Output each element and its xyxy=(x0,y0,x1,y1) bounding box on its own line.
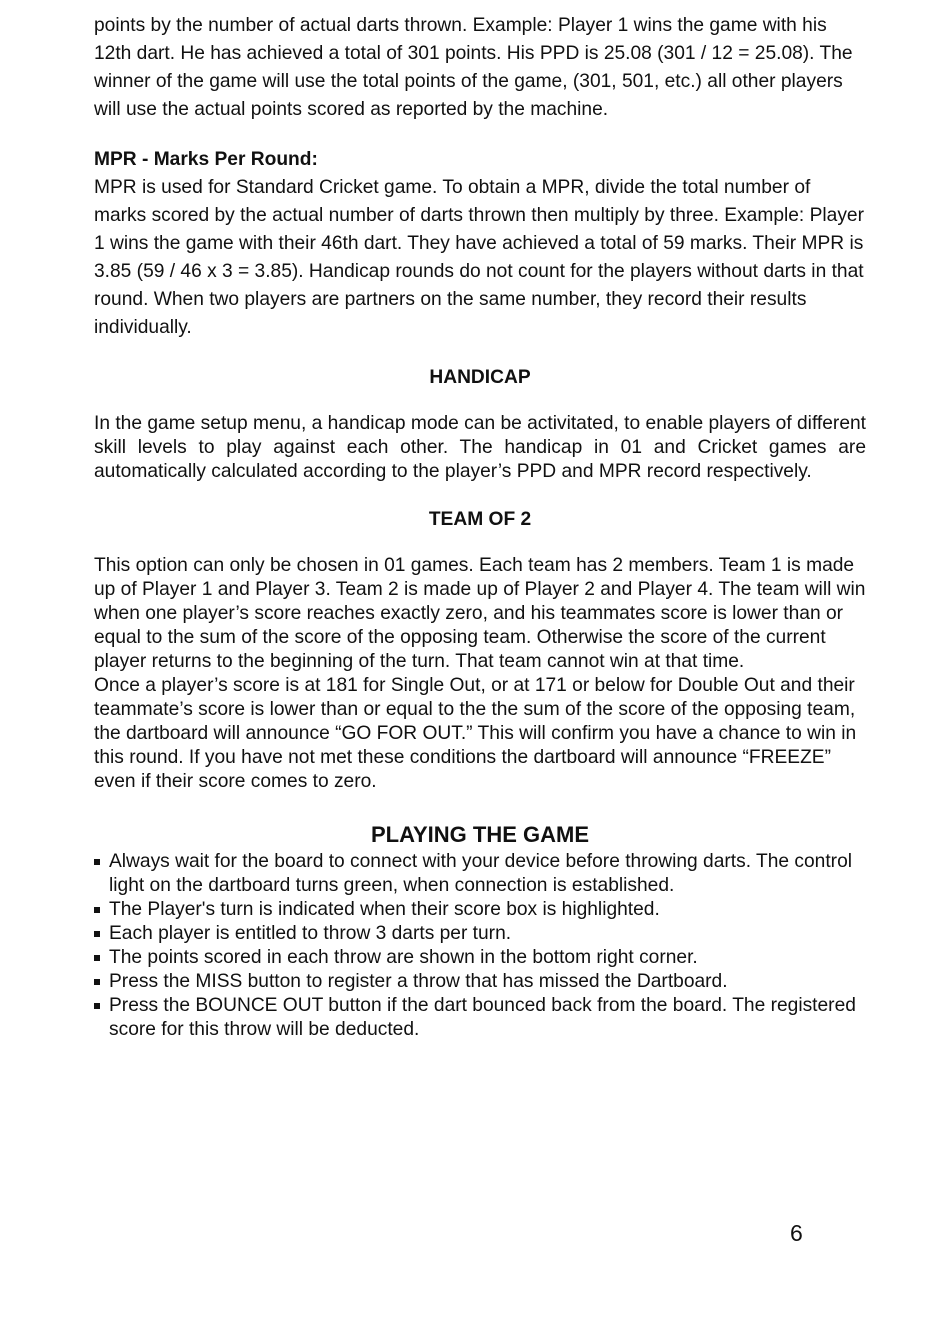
intro-paragraph: points by the number of actual darts thrown. Example: Player 1 wins the game with his 12th dart. He has achieved a total of 301 points. His PPD is 25.08 (301 / 12 = 25.08). The winner of the game will use the total points of the game, (301, 501, etc.) all other players will use the actual points scored as reported by the machine. xyxy=(94,15,853,120)
list-item xyxy=(94,994,866,1042)
square-bullet-icon xyxy=(94,1003,100,1009)
list-item-text: Always wait for the board to connect with your device before throwing darts. The control light on the dartboard turns green, when connection is established. xyxy=(109,851,853,896)
square-bullet-icon xyxy=(94,955,100,961)
handicap-heading: HANDICAP xyxy=(429,367,531,388)
mpr-paragraph: MPR is used for Standard Cricket game. To obtain a MPR, divide the total number of marks scored by the actual number of darts thrown then multiply by three. Example: Player 1 wins the game with their 46th dart. They have achieved a total of 59 marks. Their MPR is 3.85 (59 / 46 x 3 = 3.85). Handicap rounds do not count for the players without darts in that round. When two players are partners on the same number, they record their results individually. xyxy=(94,177,864,338)
square-bullet-icon xyxy=(94,979,100,985)
playing-the-game-heading: PLAYING THE GAME xyxy=(371,822,589,847)
list-item-text: The points scored in each throw are shown in the bottom right corner. xyxy=(109,947,698,968)
spacer xyxy=(94,392,866,412)
list-item xyxy=(94,946,866,970)
square-bullet-icon xyxy=(94,907,100,913)
list-item-text: Press the BOUNCE OUT button if the dart bounced back from the board. The registered score for this throw will be deducted. xyxy=(109,995,856,1040)
team-of-2-paragraph-2: Once a player’s score is at 181 for Single Out, or at 171 or below for Double Out and their teammate’s score is lower than or equal to the the sum of the score of the opposing team, the dartboard will announce “GO FOR OUT.” This will confirm you have a chance to win in this round. If you have not met these conditions the dartboard will announce “FREEZE” even if their score comes to zero. xyxy=(94,675,857,792)
list-item-text: Press the MISS button to register a throw that has missed the Dartboard. xyxy=(109,971,728,992)
list-item-text: Each player is entitled to throw 3 darts per turn. xyxy=(109,923,512,944)
team-of-2-heading: TEAM OF 2 xyxy=(428,509,532,530)
mpr-heading: MPR - Marks Per Round: xyxy=(94,149,318,170)
list-item xyxy=(94,850,866,898)
handicap-paragraph: In the game setup menu, a handicap mode can be activitated, to enable players of different skill levels to play against each other. The handicap in 01 and Cricket games are automatically calculated according to the player’s PPD and MPR record respectively. xyxy=(94,413,866,482)
spacer xyxy=(94,534,866,554)
list-item xyxy=(94,970,866,994)
list-item xyxy=(94,922,866,946)
document-page xyxy=(94,12,866,1042)
page-number: 6 xyxy=(790,1220,803,1246)
list-item-text: The Player's turn is indicated when their score box is highlighted. xyxy=(109,899,660,920)
list-item xyxy=(94,898,866,922)
square-bullet-icon xyxy=(94,931,100,937)
team-of-2-paragraph-1: This option can only be chosen in 01 games. Each team has 2 members. Team 1 is made up of Player 1 and Player 3. Team 2 is made up of Player 2 and Player 4. The team will win when one player’s score reaches exactly zero, and his teammates score is lower than or equal to the sum of the score of the opposing team. Otherwise the score of the current player returns to the beginning of the turn. That team cannot win at that time. xyxy=(94,555,866,672)
playing-rules-list xyxy=(94,850,866,1042)
square-bullet-icon xyxy=(94,859,100,865)
